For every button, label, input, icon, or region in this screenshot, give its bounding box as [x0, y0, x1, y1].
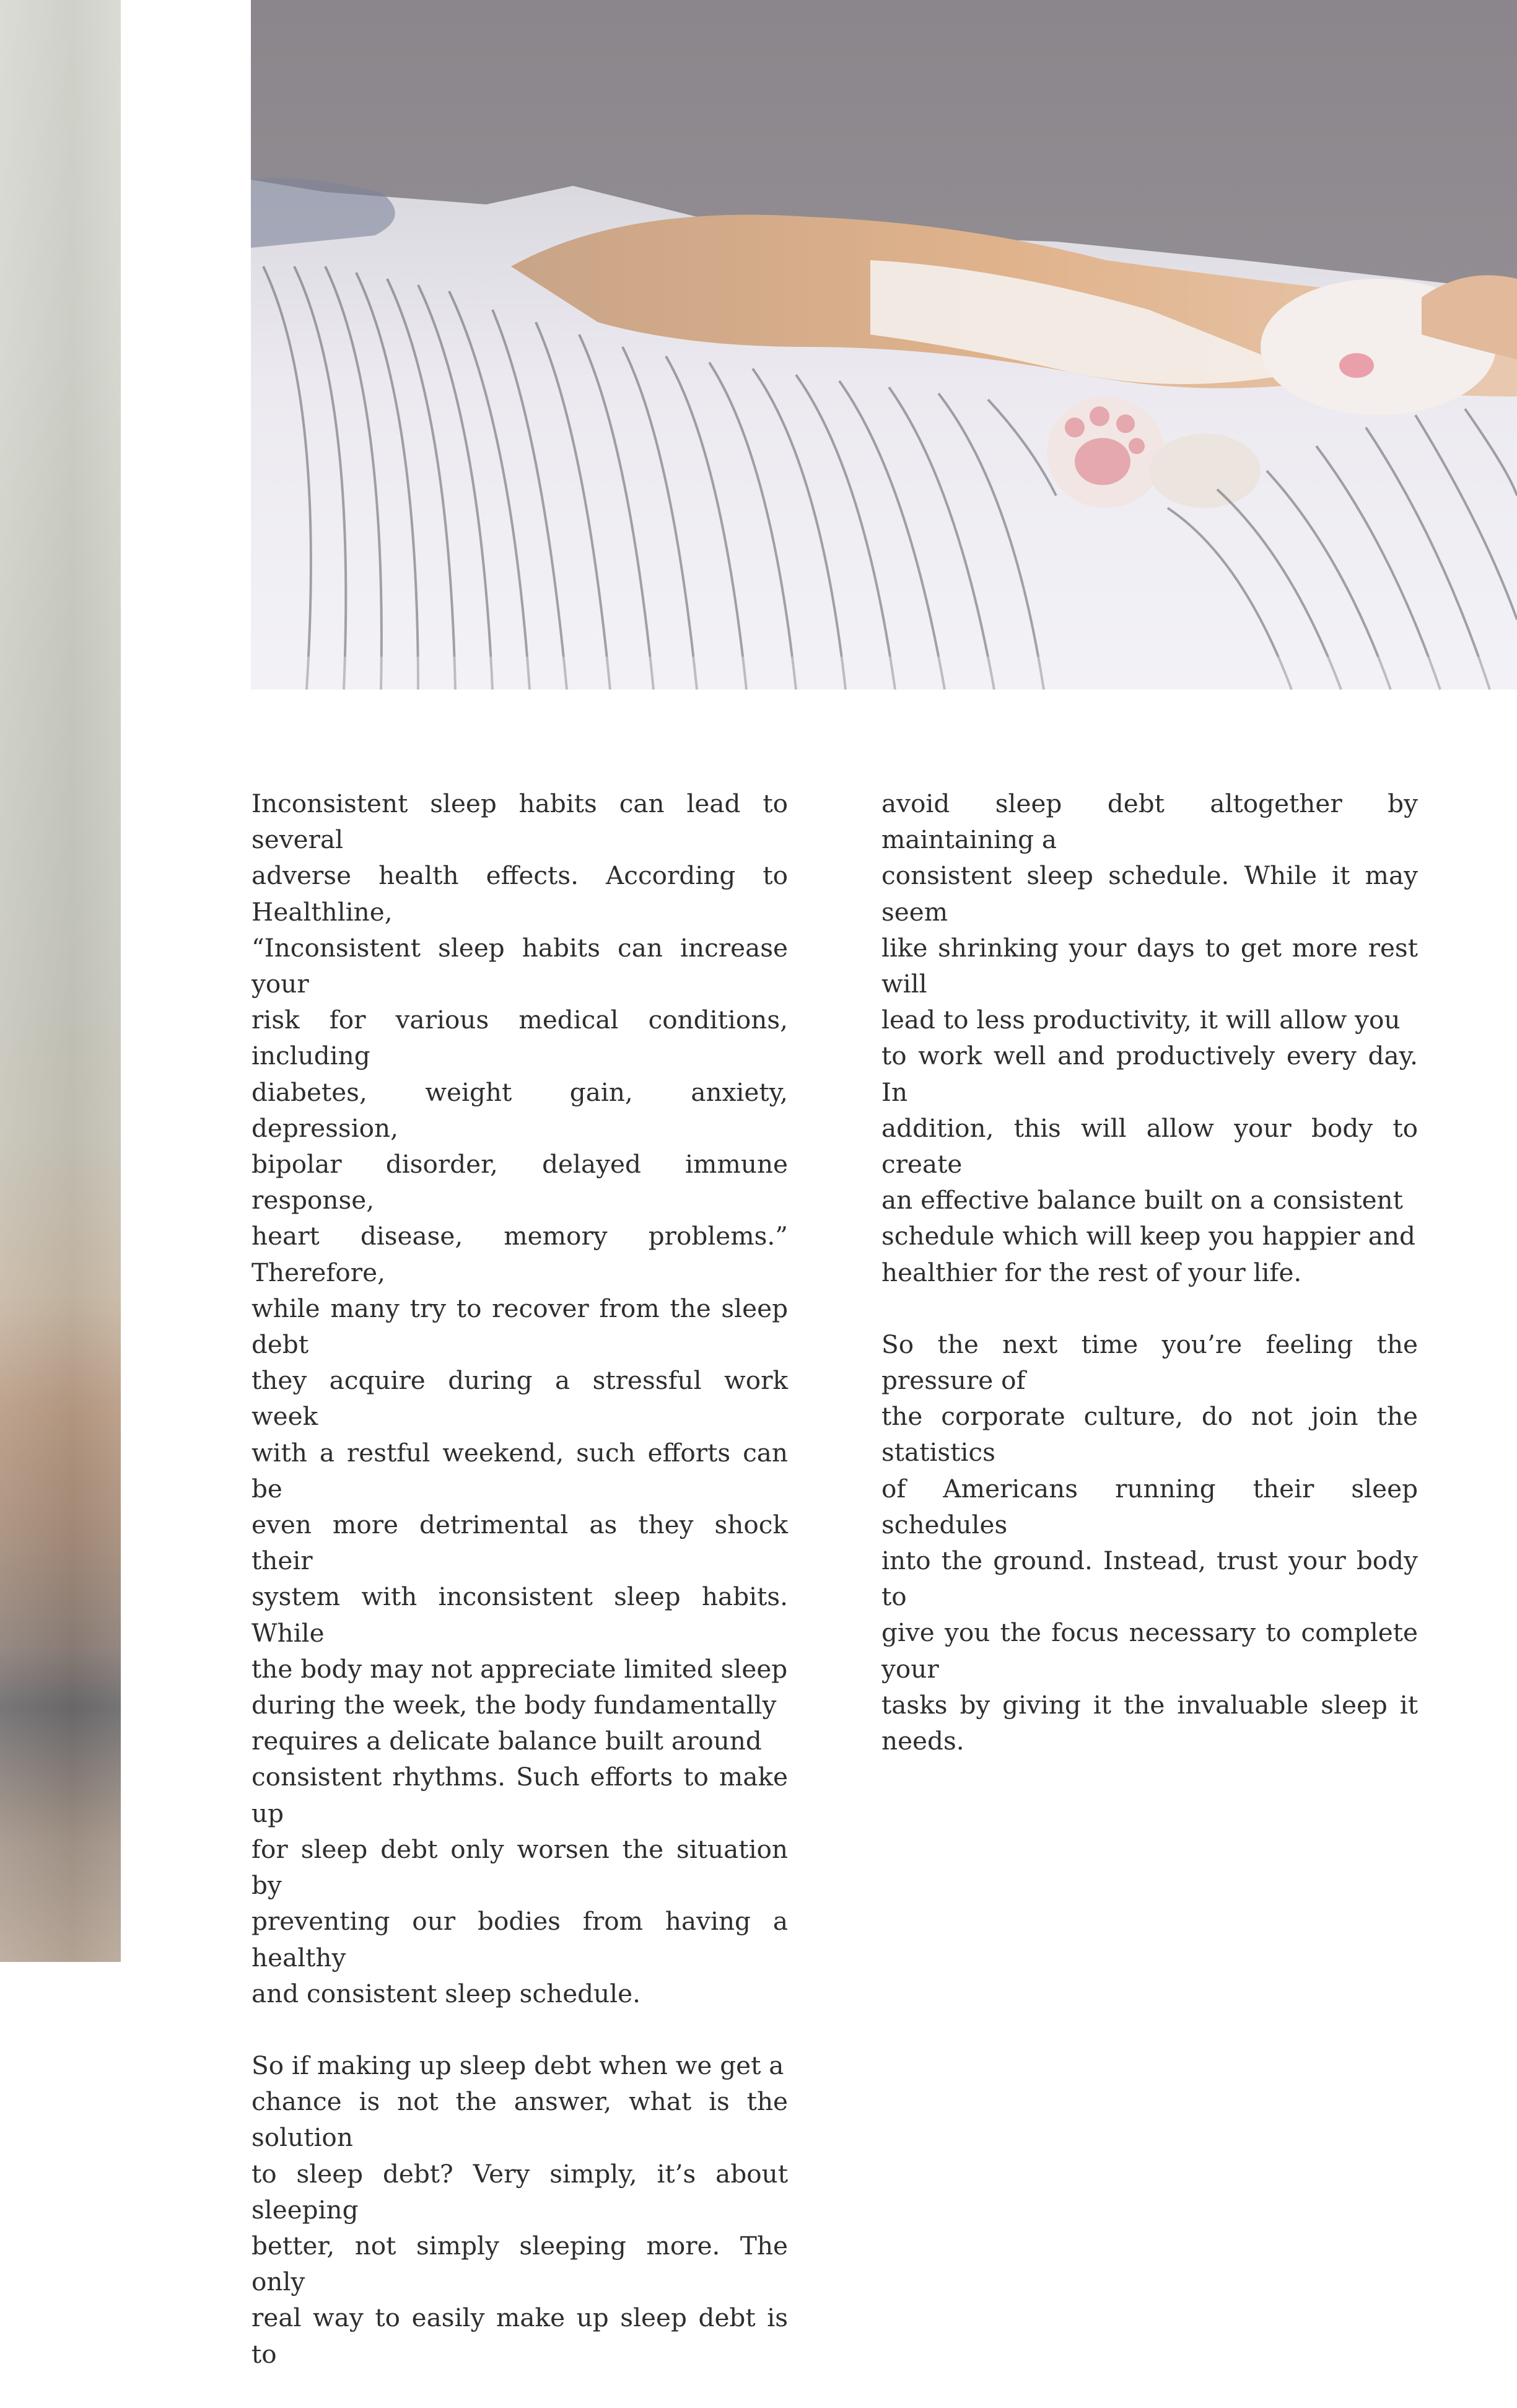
article-paragraph: So the next time you’re feeling the pressure of the corporate culture, do not join the statistics of Americans running their sleep schedules into the ground. Instead, trust your body to give you the focus necessary to complete your tasks by giving it the invaluable sleep it needs. [881, 1329, 1418, 1756]
article-paragraph: avoid sleep debt altogether by maintaining a consistent sleep schedule. While it may seem like shrinking your days to get more rest will lead to less productivity, it will allow you to work well and productively every day. In addition, this will allow your body to create an effective balance built on a consistent schedule which will keep you happier and healthier for the rest of your life. [881, 789, 1418, 1287]
side-photo-strip [0, 0, 121, 1962]
article-paragraph: Inconsistent sleep habits can lead to several adverse health effects. According to Healthline, “Inconsistent sleep habits can increase your risk for various medical conditions, including diabetes, weight gain, anxiety, depression, bipolar disorder, delayed immune response, heart disease, memory problems.” Therefore, while many try to recover from the sleep debt they acquire during a stressful work week with a restful weekend, such efforts can be even more detrimental as they shock their system with inconsistent sleep habits. While the body may not appreciate limited sleep during the week, the body fundamentally requires a delicate balance built around consistent rhythms. Such efforts to make up for sleep debt only worsen the situation by preventing our bodies from having a healthy and consistent sleep schedule. [251, 789, 788, 2008]
cat-on-bed-illustration [251, 0, 1517, 690]
article-column-left [251, 786, 788, 2408]
article-paragraph: So if making up sleep debt when we get a chance is not the answer, what is the solution to sleep debt? Very simply, it’s about sleeping better, not simply sleeping more. The only real way to easily make up sleep debt is to [251, 2050, 788, 2369]
article-column-right [881, 786, 1418, 1795]
hero-photo [251, 0, 1517, 690]
